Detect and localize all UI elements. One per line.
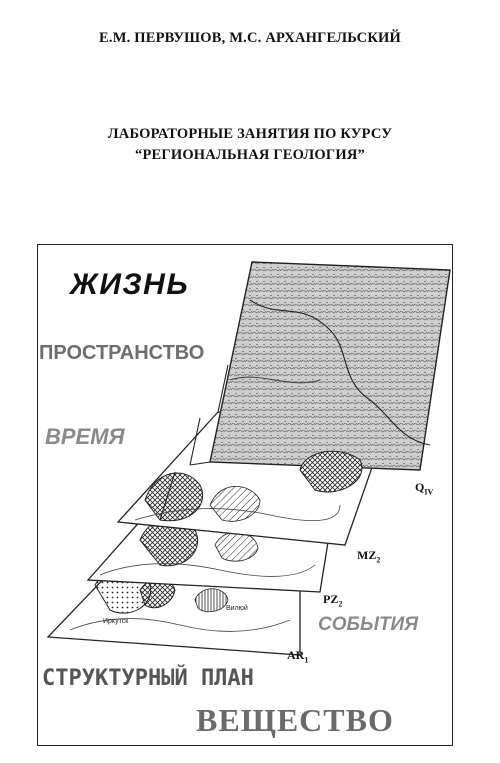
word-life: ЖИЗНЬ	[70, 268, 190, 301]
authors: Е.М. ПЕРВУШОВ, М.С. АРХАНГЕЛЬСКИЙ	[99, 30, 401, 46]
word-structural-plan: СТРУКТУРНЫЙ ПЛАН	[42, 666, 254, 691]
title-line-2: “РЕГИОНАЛЬНАЯ ГЕОЛОГИЯ”	[135, 147, 365, 163]
map-label-vilyuy: Вилюй	[226, 605, 248, 612]
label-ar-1: $AR_1$	[287, 648, 309, 665]
word-matter: ВЕЩЕСТВО	[196, 702, 394, 738]
label-q-iv: $Q_{IV}$	[415, 480, 434, 497]
word-time: ВРЕМЯ	[45, 424, 125, 449]
label-pz-2: $PZ_2$	[323, 592, 343, 609]
label-mz-2: $MZ_2$	[357, 548, 381, 565]
word-events: СОБЫТИЯ	[318, 614, 419, 635]
map-layer-q	[210, 262, 450, 492]
word-space: ПРОСТРАНСТВО	[39, 342, 205, 364]
title-line-1: ЛАБОРАТОРНЫЕ ЗАНЯТИЯ ПО КУРСУ	[107, 126, 393, 142]
map-label-irkutsk: Иркутск	[103, 618, 129, 625]
